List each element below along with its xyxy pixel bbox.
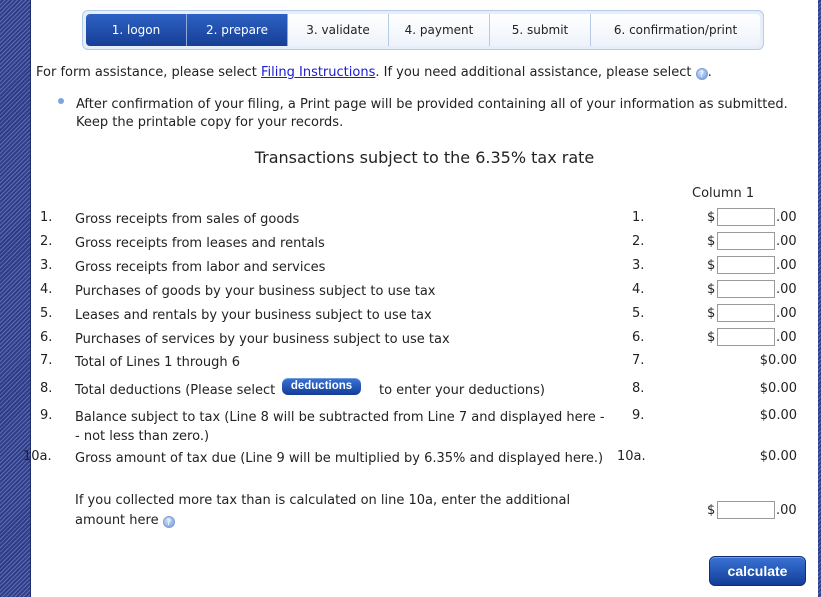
line-1-amount-input[interactable] xyxy=(717,208,775,226)
dollar-sign: $ xyxy=(707,306,716,321)
cents-suffix: .00 xyxy=(776,330,797,345)
tab-submit[interactable]: 5. submit xyxy=(490,14,591,46)
dollar-sign: $ xyxy=(707,234,716,249)
line-description: Gross amount of tax due (Line 9 will be multiplied by 6.35% and displayed here.) xyxy=(75,451,604,466)
dollar-sign: $ xyxy=(707,503,716,518)
line-reference: 10a. xyxy=(617,449,646,464)
line-reference: 4. xyxy=(632,282,645,297)
left-decorative-stripe xyxy=(0,0,31,597)
line-9-total: $0.00 xyxy=(759,408,797,423)
line-description: Purchases of services by your business subject to use tax xyxy=(75,332,450,347)
print-notice: After confirmation of your filing, a Print page will be provided containing all of your information as submitted. Keep the printable copy for your records. xyxy=(76,97,788,130)
dollar-sign: $ xyxy=(707,210,716,225)
line-reference: 1. xyxy=(632,210,645,225)
help-icon[interactable]: ? xyxy=(163,516,175,528)
line-description: Gross receipts from labor and services xyxy=(75,260,326,275)
additional-tax-description: If you collected more tax than is calculated on line 10a, enter the additional amount here xyxy=(75,493,571,528)
dollar-sign: $ xyxy=(707,330,716,345)
line-number: 8. xyxy=(40,381,53,396)
line-reference: 6. xyxy=(632,330,645,345)
line-number: 4. xyxy=(40,282,53,297)
line-2-amount-input[interactable] xyxy=(717,232,775,250)
line-reference: 8. xyxy=(632,381,645,396)
dollar-sign: $ xyxy=(707,282,716,297)
line-6-amount-input[interactable] xyxy=(717,328,775,346)
form-panel xyxy=(23,0,818,597)
line-number: 7. xyxy=(40,353,53,368)
line-description-before: Total deductions (Please select xyxy=(75,383,276,398)
line-number: 5. xyxy=(40,306,53,321)
line-reference: 9. xyxy=(632,408,645,423)
line-4-amount-input[interactable] xyxy=(717,280,775,298)
line-5-amount-input[interactable] xyxy=(717,304,775,322)
cents-suffix: .00 xyxy=(776,306,797,321)
deductions-button[interactable]: deductions xyxy=(282,378,361,395)
section-title: Transactions subject to the 6.35% tax rate xyxy=(254,148,595,167)
line-description: Gross receipts from sales of goods xyxy=(75,212,300,227)
step-tabs xyxy=(82,10,764,50)
dollar-sign: $ xyxy=(707,258,716,273)
line-10a-total: $0.00 xyxy=(759,449,797,464)
line-description: Gross receipts from leases and rentals xyxy=(75,236,325,251)
tab-confirmation-print[interactable]: 6. confirmation/print xyxy=(591,14,760,46)
cents-suffix: .00 xyxy=(776,210,797,225)
line-8-total: $0.00 xyxy=(759,381,797,396)
assistance-text-after: . If you need additional assistance, please select xyxy=(375,65,696,80)
tab-prepare[interactable]: 2. prepare xyxy=(187,14,288,46)
additional-amount-input[interactable] xyxy=(717,501,775,519)
tab-payment[interactable]: 4. payment xyxy=(389,14,490,46)
line-description: Balance subject to tax (Line 8 will be subtracted from Line 7 and displayed here -- not less than zero.) xyxy=(75,410,605,444)
column-header: Column 1 xyxy=(692,186,755,201)
line-description-after: to enter your deductions) xyxy=(379,383,545,398)
line-description: Leases and rentals by your business subject to use tax xyxy=(75,308,432,323)
assistance-text xyxy=(36,65,712,80)
line-number: 10a. xyxy=(23,449,52,464)
cents-suffix: .00 xyxy=(776,258,797,273)
line-description: Purchases of goods by your business subject to use tax xyxy=(75,284,436,299)
help-icon[interactable]: ? xyxy=(696,68,708,80)
line-3-amount-input[interactable] xyxy=(717,256,775,274)
tab-logon[interactable]: 1. logon xyxy=(86,14,187,46)
line-number: 1. xyxy=(40,210,53,225)
line-reference: 2. xyxy=(632,234,645,249)
line-number: 2. xyxy=(40,234,53,249)
line-reference: 5. xyxy=(632,306,645,321)
line-reference: 3. xyxy=(632,258,645,273)
line-number: 9. xyxy=(40,408,53,423)
cents-suffix: .00 xyxy=(776,282,797,297)
calculate-button[interactable]: calculate xyxy=(709,556,806,586)
tab-validate[interactable]: 3. validate xyxy=(288,14,389,46)
bullet-icon xyxy=(58,98,64,104)
line-7-total: $0.00 xyxy=(759,353,797,368)
assistance-text-before: For form assistance, please select xyxy=(36,65,261,80)
cents-suffix: .00 xyxy=(776,234,797,249)
line-number: 6. xyxy=(40,330,53,345)
line-number: 3. xyxy=(40,258,53,273)
line-description: Total of Lines 1 through 6 xyxy=(75,355,241,370)
line-reference: 7. xyxy=(632,353,645,368)
cents-suffix: .00 xyxy=(776,503,797,518)
filing-instructions-link[interactable]: Filing Instructions xyxy=(261,65,376,80)
assistance-text-end: . xyxy=(707,65,712,80)
